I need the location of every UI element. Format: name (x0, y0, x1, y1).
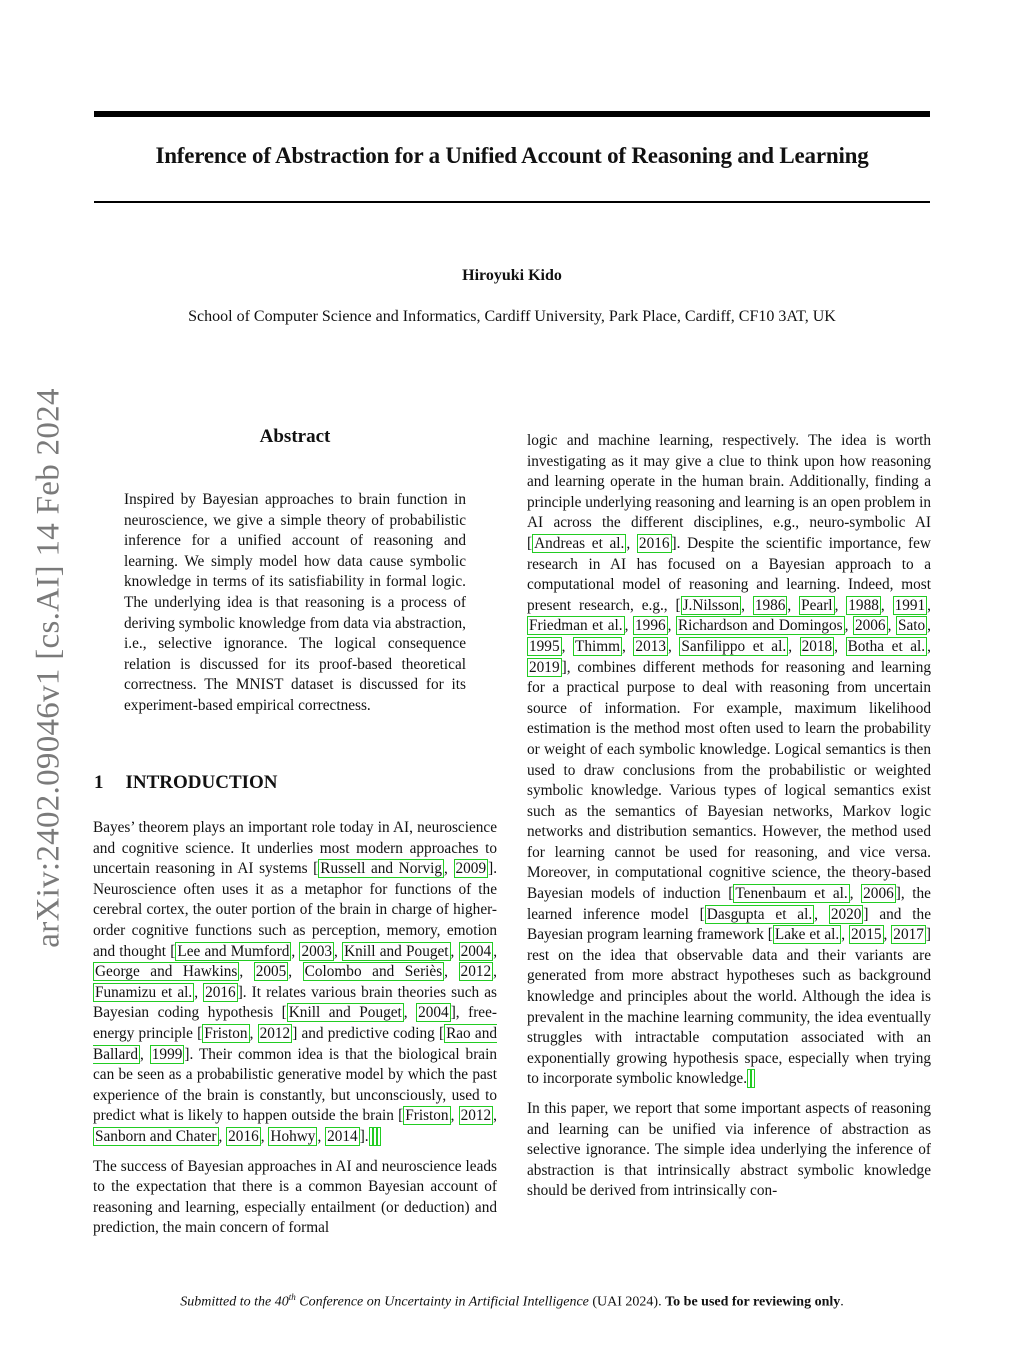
citation-link[interactable]: Lake et al. (774, 926, 840, 944)
right-column (527, 431, 931, 1211)
section-number: 1 (94, 772, 104, 793)
citation-link[interactable]: Knill and Pouget (344, 942, 449, 960)
citation-link[interactable]: 1988 (848, 596, 879, 614)
citation-link[interactable]: Russell and Norvig (320, 860, 443, 878)
citation-link[interactable]: Friston (405, 1107, 449, 1125)
citation-link[interactable]: Sanfilippo et al. (681, 637, 787, 655)
paper-title: Inference of Abstraction for a Unified Account of Reasoning and Learning (155, 143, 869, 168)
citation-link[interactable]: 2012 (460, 1107, 492, 1125)
citation-link[interactable]: Thimm (574, 637, 621, 655)
citation-link[interactable]: 2013 (635, 637, 667, 655)
citation-link[interactable]: 1999 (151, 1045, 183, 1063)
citation-link[interactable]: Knill and Pouget (288, 1004, 402, 1022)
arxiv-stamp: arXiv:2402.09046v1 [cs.AI] 14 Feb 2024 (30, 388, 67, 948)
citation-link[interactable]: 2012 (259, 1024, 291, 1042)
citation-link[interactable]: Botha et al. (847, 637, 926, 655)
footer-note (94, 1292, 930, 1311)
footer-end: . (840, 1294, 844, 1310)
author-affiliation: School of Computer Science and Informatics, Cardiff University, Park Place, Cardiff, CF10 3AT, UK (188, 308, 836, 325)
left-paragraph-1: Bayes’ theorem plays an important role today in AI, neuroscience and cognitive science. It underlies most modern approaches to uncertain reasoning in AI systems [ Russell and Norvig , 2009 ]. Neuroscience often uses it as a metaphor for functions of the cerebral cortex, the outer portion of the brain in charge of higher-order cognitive functions such as perception, memory, emotion and thought [ Lee and Mumford , 2003 , Knill and Pouget , 2004 , George and Hawkins , 2005 , Colombo and Seriès , 2012 , Funamizu et al. , 2016 ]. It relates various brain theories such as Bayesian coding hypothesis [ Knill and Pouget , 2004 ], free-energy principle [ Friston , 2012 ] and predictive coding [ Rao and Ballard , 1999 ]. Their common idea is that the biological brain can be seen as a probabilistic generative model by which the past experience of the brain is constantly, but unconsciously, used to predict what is likely to happen outside the brain [ Friston , 2012 , Sanborn and Chater , 2016 , Hohwy , 2014 ]. (93, 819, 498, 1145)
citation-link[interactable]: 2012 (460, 963, 492, 981)
citation-link[interactable]: 2006 (863, 885, 894, 903)
citation-link[interactable]: 2003 (301, 942, 333, 960)
citation-link[interactable]: Rao and Ballard (93, 1024, 497, 1063)
author-name: Hiroyuki Kido (462, 267, 562, 284)
citation-link[interactable]: 2009 (455, 860, 487, 878)
citation-link[interactable] (751, 1069, 755, 1088)
citation-link[interactable]: 1986 (754, 596, 786, 614)
citation-link[interactable]: 1995 (529, 637, 560, 655)
citation-link[interactable]: 2016 (638, 534, 670, 552)
citation-link[interactable]: Funamizu et al. (95, 983, 193, 1001)
citation-link[interactable]: Andreas et al. (534, 534, 625, 552)
abstract-text: Inspired by Bayesian approaches to brain function in neuroscience, we give a simple theory of probabilistic inference for a unified account of reasoning and learning. We simply model how data cause symbolic knowledge in terms of its satisfiability in formal logic. The underlying idea is that reasoning is a process of deriving symbolic knowledge from data via abstraction, i.e., selective ignorance. The logical consequence relation is discussed for its proof-based theoretical correctness. The MNIST dataset is discussed for its experiment-based empirical correctness. (124, 491, 466, 714)
citation-link[interactable]: Pearl (801, 596, 833, 614)
citation-link[interactable]: Colombo and Seriès (304, 963, 443, 981)
footer-conference: Conference on Uncertainty in Artificial Intelligence (295, 1294, 589, 1310)
right-paragraph-2: In this paper, we report that some important aspects of reasoning and learning can be unified via inference of abstraction as selective ignorance. The simple idea underlying the inference of abstraction is that intrinsically abstract symbolic knowledge should be derived from intrinsically con- (527, 1100, 931, 1200)
citation-link[interactable]: 2015 (850, 926, 882, 944)
citation-link[interactable]: Dasgupta et al. (706, 905, 813, 923)
section-heading (94, 772, 278, 794)
citation-link[interactable]: 2016 (205, 983, 236, 1001)
citation-link[interactable]: 2019 (529, 658, 560, 676)
citation-link[interactable] (377, 1127, 381, 1146)
top-rule (94, 111, 930, 117)
footer-bold: To be used for reviewing only (665, 1294, 841, 1310)
right-paragraph-1: logic and machine learning, respectively. The idea is worth investigating as it may give a clue to think upon how reasoning and learning operate in the human brain. Additionally, finding a principle underlying reasoning and learning is an open problem in AI across the different disciplines, e.g., neuro-symbolic AI [ Andreas et al. , 2016 ]. Despite the scientific importance, few research in AI has focused on a Bayesian approach to a computational model of reasoning and learning. Indeed, most present research, e.g., [ J.Nilsson , 1986 , Pearl , 1988 , 1991 , Friedman et al. , 1996 , Richardson and Domingos , 2006 , Sato , 1995 , Thimm , 2013 , Sanfilippo et al. , 2018 , Botha et al. , 2019 ], combines different methods for reasoning and learning for a practical purpose to deal with reasoning from uncertain source of information. For example, maximum likelihood estimation is the method most often used to learn the probability or weight of each symbolic knowledge. Logical semantics is then used to draw conclusions from the probabilistic or weighted symbolic knowledge. Various types of logical semantics exist such as the semantics of Bayesian networks, Markov logic networks and distribution semantics. However, the method used for learning cannot be used for reasoning, and vice versa. Moreover, in computational cognitive science, the theory-based Bayesian models of induction [ Tenenbaum et al. , 2006 ], the learned inference model [ Dasgupta et al. , 2020 ] and the Bayesian program learning framework [ Lake et al. , 2015 , 2017 ] rest on the idea that observable data and their variants are generated from more abstract hypotheses such as background knowledge and principles about the world. Although the idea is prevalent in the machine learning community, the idea eventually struggles with intractable computation associated with an exponentially growing hypothesis space, especially when trying to incorporate symbolic knowledge. (527, 432, 931, 1088)
citation-link[interactable]: 2018 (801, 637, 833, 655)
citation-link[interactable]: 2017 (893, 926, 924, 944)
citation-link[interactable]: 1991 (894, 596, 926, 614)
section-title: INTRODUCTION (125, 772, 278, 793)
citation-link[interactable]: 2020 (830, 905, 862, 923)
citation-link[interactable]: 2016 (228, 1127, 259, 1145)
title-rule (94, 201, 930, 203)
footer-year: (UAI 2024). (588, 1294, 666, 1310)
left-paragraph-2: The success of Bayesian approaches in AI and neuroscience leads to the expectation that there is a common Bayesian account of reasoning and learning, especially entailment (or deduction) and prediction, the main concern of formal (93, 1157, 497, 1237)
citation-link[interactable]: 1996 (635, 617, 666, 635)
citation-link[interactable]: George and Hawkins (95, 963, 238, 981)
footer-sup: th (288, 1292, 296, 1302)
citation-link[interactable]: 2004 (418, 1004, 449, 1022)
footer-prefix: Submitted to the 40 (180, 1294, 289, 1310)
citation-link[interactable]: Richardson and Domingos (677, 617, 843, 635)
abstract-heading: Abstract (259, 426, 331, 447)
citation-link[interactable]: 2006 (854, 617, 886, 635)
citation-link[interactable]: Hohwy (270, 1127, 316, 1145)
citation-link[interactable]: Sato (897, 617, 926, 635)
citation-link[interactable]: 2004 (460, 942, 492, 960)
citation-link[interactable]: Friedman et al. (529, 617, 623, 635)
citation-link[interactable]: Tenenbaum et al. (735, 885, 848, 903)
citation-link[interactable]: Friston (204, 1024, 248, 1042)
citation-link[interactable]: Sanborn and Chater (95, 1127, 217, 1145)
citation-link[interactable]: J.Nilsson (682, 596, 740, 614)
left-column (93, 818, 497, 1248)
citation-link[interactable]: 2014 (327, 1127, 358, 1145)
citation-link[interactable]: 2005 (255, 963, 287, 981)
citation-link[interactable]: Lee and Mumford (177, 942, 290, 960)
